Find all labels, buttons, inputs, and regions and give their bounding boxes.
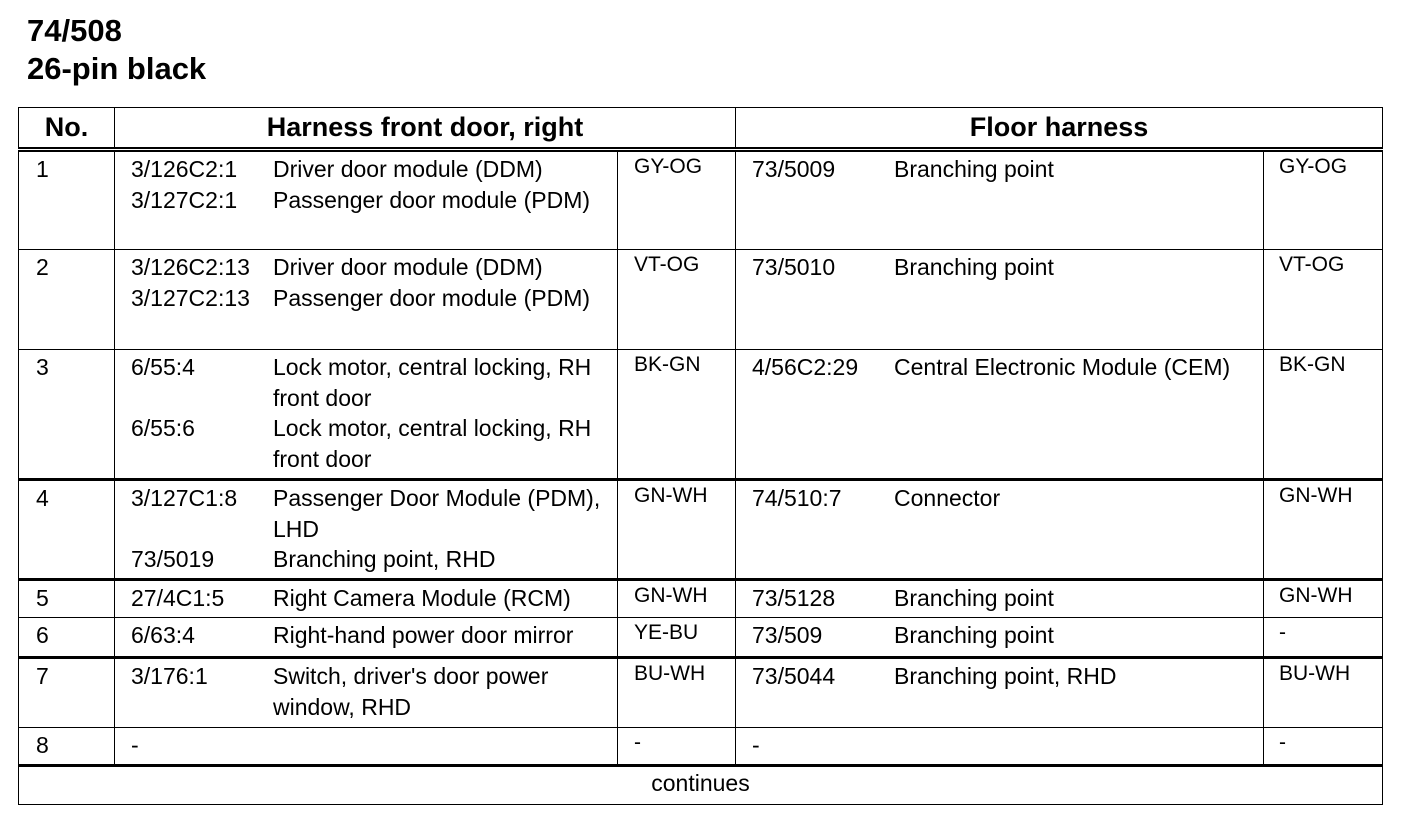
floor-harness-cell — [736, 618, 1264, 658]
component-description: Lock motor, central locking, RH front door — [273, 354, 592, 411]
floor-harness-cell — [736, 150, 1264, 250]
front-door-harness-cell — [115, 150, 618, 250]
wiring-entry — [752, 661, 1257, 692]
wiring-entry — [131, 661, 611, 722]
front-door-harness-cell — [115, 618, 618, 658]
component-description: Right-hand power door mirror — [273, 622, 574, 648]
component-code: 6/55:4 — [131, 354, 195, 380]
table-row — [19, 658, 1383, 728]
connector-id: 74/508 — [27, 13, 122, 48]
floor-wire-color: BK-GN — [1264, 350, 1383, 480]
floor-harness-cell — [736, 658, 1264, 728]
front-door-wire-color: BK-GN — [618, 350, 736, 480]
component-code: 73/5010 — [752, 254, 836, 280]
front-door-wire-color: BU-WH — [618, 658, 736, 728]
component-code: 6/55:6 — [131, 415, 195, 441]
component-code: 3/126C2:1 — [131, 156, 238, 182]
pin-number: 6 — [19, 618, 115, 658]
component-code: 73/5044 — [752, 663, 836, 689]
table-row — [19, 480, 1383, 580]
column-header-front-door-harness: Harness front door, right — [115, 108, 736, 150]
floor-wire-color: GY-OG — [1264, 150, 1383, 250]
component-code: 6/63:4 — [131, 622, 195, 648]
component-description: Branching point — [894, 622, 1054, 648]
wiring-entry — [131, 620, 611, 651]
component-description: Branching point, RHD — [894, 663, 1117, 689]
wiring-entry — [131, 252, 611, 283]
front-door-wire-color: - — [618, 728, 736, 766]
component-description: Branching point, RHD — [273, 546, 496, 572]
front-door-wire-color: GN-WH — [618, 580, 736, 618]
wiring-entry — [131, 413, 611, 474]
floor-wire-color: BU-WH — [1264, 658, 1383, 728]
component-description: Passenger door module (PDM) — [273, 284, 591, 311]
table-footer-row — [19, 766, 1383, 805]
wiring-entry — [131, 352, 611, 413]
wiring-entry — [752, 483, 1257, 514]
floor-wire-color: - — [1264, 728, 1383, 766]
floor-wire-color: - — [1264, 618, 1383, 658]
floor-harness-cell — [736, 728, 1264, 766]
floor-harness-cell — [736, 480, 1264, 580]
front-door-harness-cell — [115, 350, 618, 480]
front-door-harness-cell — [115, 580, 618, 618]
table-row — [19, 580, 1383, 618]
pin-number: 4 — [19, 480, 115, 580]
wiring-entry — [131, 730, 611, 761]
pin-number: 2 — [19, 250, 115, 350]
component-code: - — [131, 732, 139, 758]
table-row — [19, 618, 1383, 658]
component-description: Lock motor, central locking, RH front door — [273, 415, 592, 472]
component-description: Switch, driver's door power window, RHD — [273, 663, 549, 720]
component-description: Branching point — [894, 254, 1054, 280]
table-header-row — [19, 108, 1383, 150]
pin-number: 1 — [19, 150, 115, 250]
component-code: 73/5128 — [752, 585, 836, 611]
component-code: 3/176:1 — [131, 663, 208, 689]
component-description — [273, 730, 611, 761]
component-description: Driver door module (DDM) — [273, 254, 543, 280]
component-description: Driver door module (DDM) — [273, 156, 543, 182]
component-code: 4/56C2:29 — [752, 354, 859, 380]
component-code: 3/127C1:8 — [131, 485, 238, 511]
wiring-entry — [752, 252, 1257, 283]
table-row — [19, 350, 1383, 480]
table-row — [19, 150, 1383, 250]
table-row — [19, 250, 1383, 350]
component-code: 3/127C2:13 — [131, 284, 250, 311]
floor-wire-color: VT-OG — [1264, 250, 1383, 350]
component-description: Central Electronic Module (CEM) — [894, 354, 1231, 380]
pin-assignment-table — [18, 107, 1383, 805]
connector-heading — [27, 12, 206, 88]
component-description: Branching point — [894, 585, 1054, 611]
front-door-wire-color: GY-OG — [618, 150, 736, 250]
component-code: 73/509 — [752, 622, 823, 648]
floor-wire-color: GN-WH — [1264, 580, 1383, 618]
wiring-entry — [752, 620, 1257, 651]
table-row — [19, 728, 1383, 766]
component-code: 3/126C2:13 — [131, 254, 250, 280]
connector-description: 26-pin black — [27, 51, 207, 86]
component-code: 3/127C2:1 — [131, 186, 238, 213]
front-door-wire-color: YE-BU — [618, 618, 736, 658]
continues-note: continues — [19, 766, 1383, 805]
front-door-harness-cell — [115, 250, 618, 350]
pin-number: 5 — [19, 580, 115, 618]
component-code: 74/510:7 — [752, 485, 842, 511]
component-description: Right Camera Module (RCM) — [273, 585, 571, 611]
component-code: 27/4C1:5 — [131, 585, 225, 611]
wiring-entry — [131, 283, 611, 314]
pin-number: 7 — [19, 658, 115, 728]
wiring-entry — [131, 544, 611, 575]
front-door-wire-color: VT-OG — [618, 250, 736, 350]
wiring-entry — [131, 154, 611, 185]
component-description: Branching point — [894, 156, 1054, 182]
table-body — [19, 150, 1383, 766]
wiring-entry — [131, 583, 611, 614]
column-header-floor-harness: Floor harness — [736, 108, 1383, 150]
front-door-harness-cell — [115, 728, 618, 766]
wiring-entry — [752, 583, 1257, 614]
pin-number: 8 — [19, 728, 115, 766]
wiring-entry — [752, 352, 1257, 383]
front-door-harness-cell — [115, 658, 618, 728]
floor-harness-cell — [736, 350, 1264, 480]
component-description: Passenger door module (PDM) — [273, 186, 591, 213]
component-description: Passenger Door Module (PDM), LHD — [273, 485, 601, 542]
column-header-no: No. — [19, 108, 115, 150]
front-door-wire-color: GN-WH — [618, 480, 736, 580]
component-code: - — [752, 732, 760, 758]
component-code: 73/5009 — [752, 156, 836, 182]
floor-wire-color: GN-WH — [1264, 480, 1383, 580]
pin-number: 3 — [19, 350, 115, 480]
wiring-entry — [752, 154, 1257, 185]
floor-harness-cell — [736, 250, 1264, 350]
component-description: Connector — [894, 485, 1001, 511]
wiring-entry — [131, 185, 611, 216]
wiring-entry — [131, 483, 611, 544]
component-code: 73/5019 — [131, 546, 215, 572]
floor-harness-cell — [736, 580, 1264, 618]
component-description — [894, 730, 1257, 761]
front-door-harness-cell — [115, 480, 618, 580]
wiring-entry — [752, 730, 1257, 761]
